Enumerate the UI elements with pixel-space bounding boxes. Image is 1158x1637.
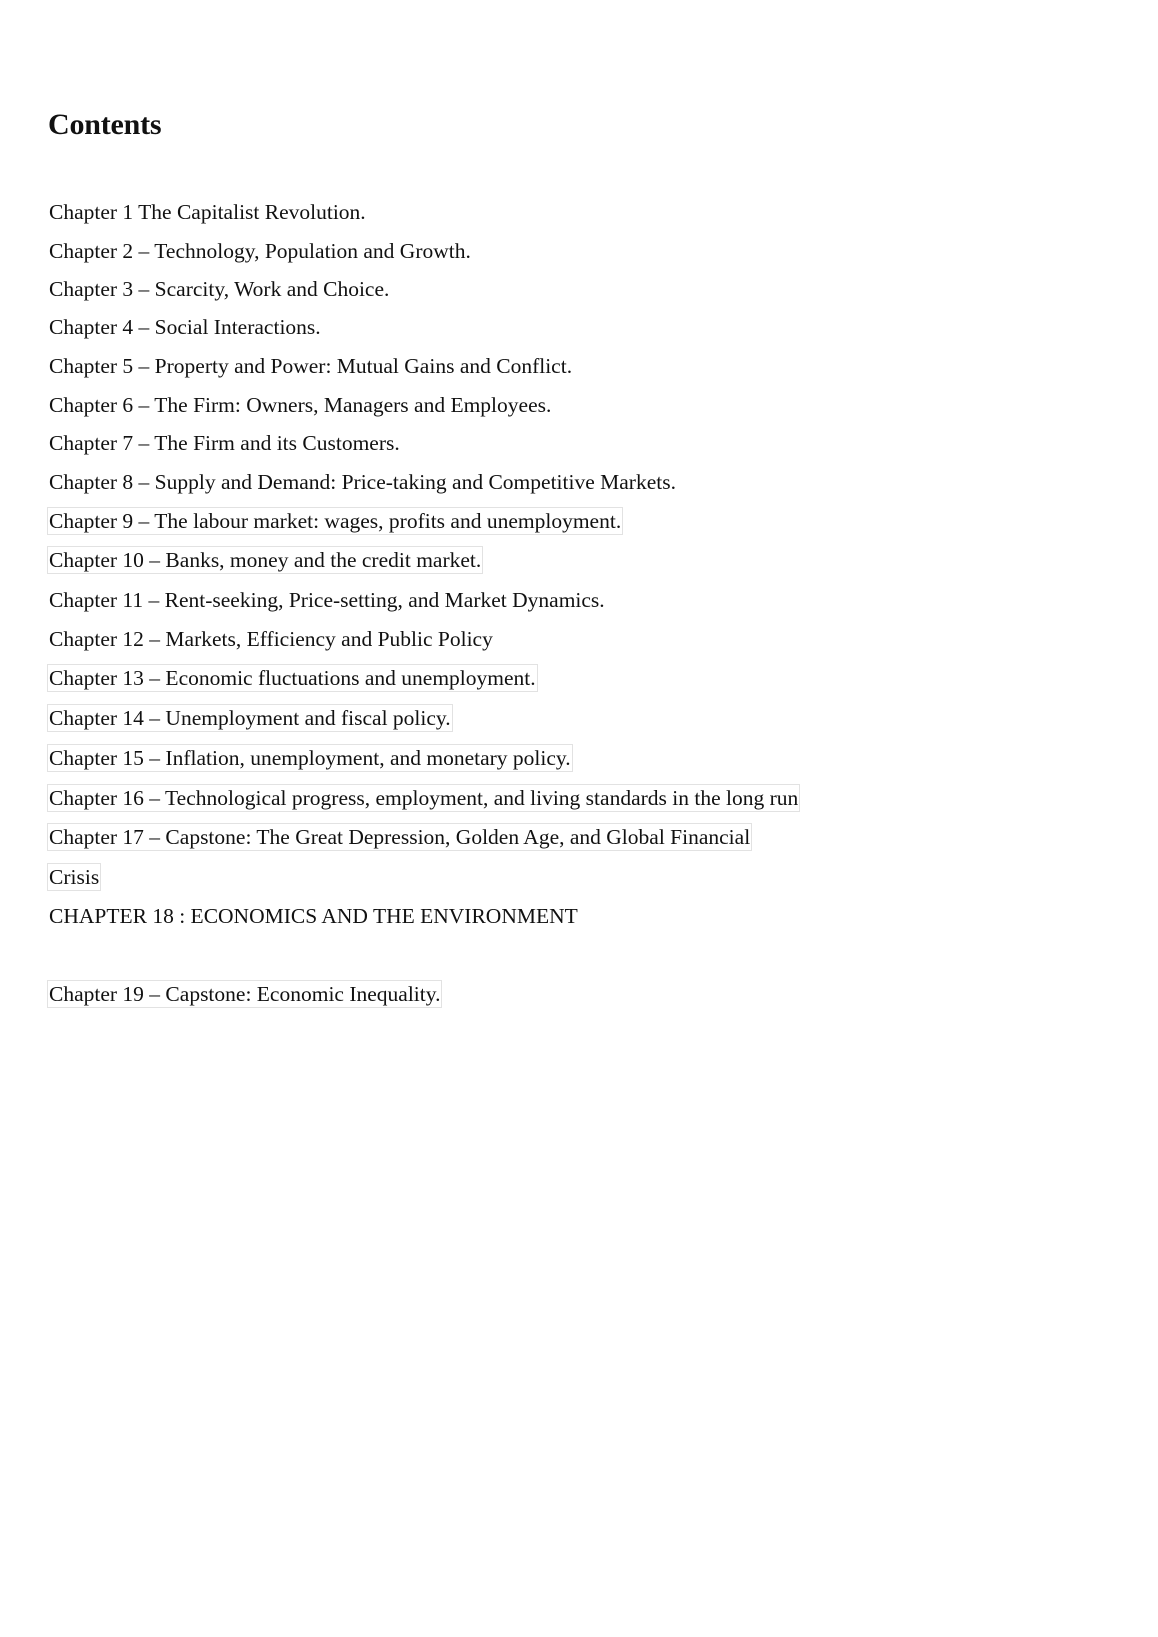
toc-entry-chapter-19: Chapter 19 – Capstone: Economic Inequality. (49, 982, 441, 1006)
toc-entry-chapter-5: Chapter 5 – Property and Power: Mutual Gains and Conflict. (49, 354, 573, 378)
toc-entry-chapter-11: Chapter 11 – Rent-seeking, Price-setting, and Market Dynamics. (49, 588, 605, 612)
table-of-contents (48, 0, 1108, 1637)
toc-entry-chapter-7: Chapter 7 – The Firm and its Customers. (49, 431, 400, 455)
toc-entry-chapter-3: Chapter 3 – Scarcity, Work and Choice. (49, 277, 390, 301)
toc-entry-chapter-4: Chapter 4 – Social Interactions. (49, 315, 321, 339)
toc-entry-chapter-17-continued: Crisis (49, 865, 100, 889)
toc-entry-chapter-16: Chapter 16 – Technological progress, employment, and living standards in the long run (49, 786, 799, 810)
toc-entry-chapter-9: Chapter 9 – The labour market: wages, profits and unemployment. (49, 509, 622, 533)
toc-entry-chapter-12: Chapter 12 – Markets, Efficiency and Public Policy (49, 627, 493, 651)
page-title: Contents (48, 108, 162, 141)
toc-entry-chapter-6: Chapter 6 – The Firm: Owners, Managers and Employees. (49, 393, 552, 417)
toc-entry-chapter-18: CHAPTER 18 : ECONOMICS AND THE ENVIRONMENT (49, 904, 578, 928)
toc-entry-chapter-17: Chapter 17 – Capstone: The Great Depression, Golden Age, and Global Financial (49, 825, 751, 849)
toc-entry-chapter-13: Chapter 13 – Economic fluctuations and unemployment. (49, 666, 536, 690)
toc-entry-chapter-1: Chapter 1 The Capitalist Revolution. (49, 200, 366, 224)
toc-entry-chapter-8: Chapter 8 – Supply and Demand: Price-taking and Competitive Markets. (49, 470, 676, 494)
toc-entry-chapter-14: Chapter 14 – Unemployment and fiscal policy. (49, 706, 451, 730)
toc-entry-chapter-15: Chapter 15 – Inflation, unemployment, and monetary policy. (49, 746, 571, 770)
toc-entry-chapter-2: Chapter 2 – Technology, Population and Growth. (49, 239, 471, 263)
toc-entry-chapter-10: Chapter 10 – Banks, money and the credit market. (49, 548, 482, 572)
